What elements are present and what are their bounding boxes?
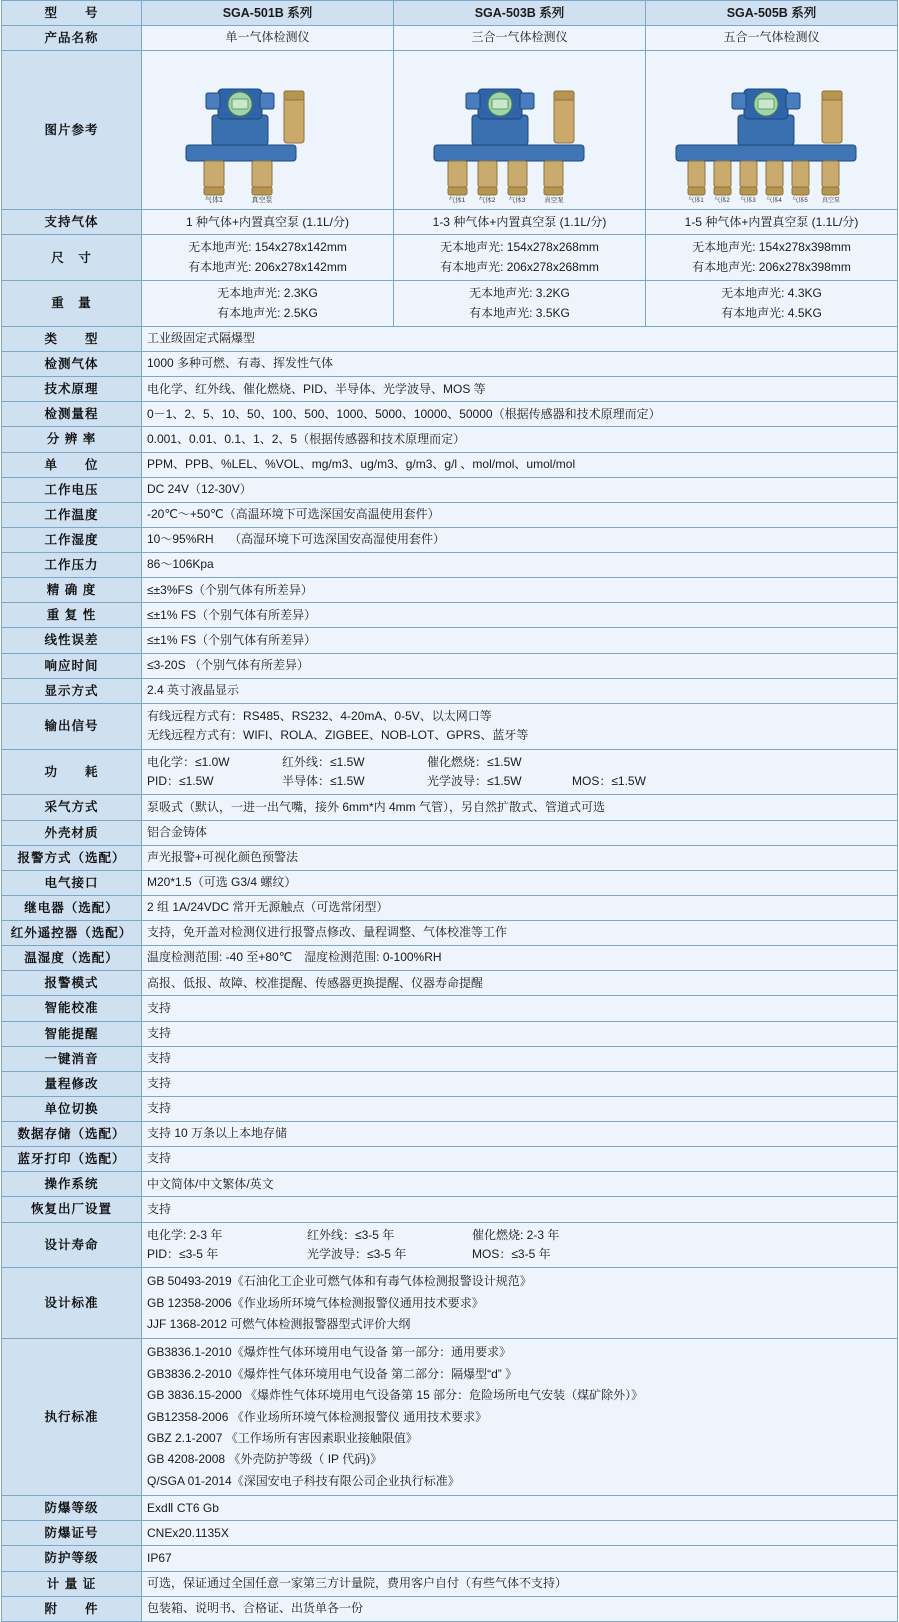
table-row-detect-range	[2, 402, 898, 427]
weight-1-line1: 无本地声光: 2.3KG	[217, 286, 318, 301]
row-label-temp-humi-opt: 温湿度（选配）	[2, 946, 142, 971]
row-label-tech-principle: 技术原理	[2, 377, 142, 402]
power-mos: MOS：≤1.5W	[572, 773, 646, 788]
row-value-detect-range: 0－1、2、5、10、50、100、500、1000、5000、10000、50000（根据传感器和技术原理而定）	[142, 402, 898, 427]
row-label-shell-material: 外壳材质	[2, 820, 142, 845]
specification-table	[1, 0, 898, 1622]
row-label-response-time: 响应时间	[2, 653, 142, 678]
row-value-accessories: 包装箱、说明书、合格证、出货单各一份	[142, 1596, 898, 1621]
model-header-1: SGA-501B 系列	[142, 1, 394, 26]
model-header-2: SGA-503B 系列	[394, 1, 646, 26]
weight-2-line2: 有本地声光: 3.5KG	[469, 305, 570, 320]
size-1	[142, 235, 394, 281]
table-row-metering-cert	[2, 1571, 898, 1596]
power-semiconductor: 半导体：≤1.5W	[282, 773, 365, 788]
size-2-line1: 无本地声光: 154x278x268mm	[440, 240, 599, 255]
svg-text:气体5: 气体5	[792, 198, 808, 205]
svg-text:气体2: 气体2	[478, 197, 496, 205]
table-row-support-gas	[2, 210, 898, 235]
row-label-work-temp: 工作温度	[2, 502, 142, 527]
row-value-accuracy: ≤±3%FS（个别气体有所差异）	[142, 578, 898, 603]
row-label-work-voltage: 工作电压	[2, 477, 142, 502]
row-value-unit-switch: 支持	[142, 1096, 898, 1121]
row-value-response-time: ≤3-20S （个别气体有所差异）	[142, 653, 898, 678]
product-name-1: 单一气体检测仪	[142, 26, 394, 51]
row-label-display: 显示方式	[2, 678, 142, 703]
exec-standard-item: GB3836.2-2010《爆炸性气体环境用电气设备 第二部分：隔爆型“d” 》	[147, 1366, 518, 1381]
power-infrared: 红外线：≤1.5W	[282, 754, 365, 769]
row-value-shell-material: 铝合金铸体	[142, 820, 898, 845]
table-row-power-consumption	[2, 749, 898, 795]
svg-text:真空泵: 真空泵	[821, 198, 841, 205]
row-label-type: 类 型	[2, 326, 142, 351]
row-label-resolution: 分 辨 率	[2, 427, 142, 452]
row-label-ex-cert-no: 防爆证号	[2, 1521, 142, 1546]
row-value-unit: PPM、PPB、%LEL、%VOL、mg/m3、ug/m3、g/m3、g/l 、mol/mol、umol/mol	[142, 452, 898, 477]
device-image-2	[394, 51, 646, 210]
row-label-design-life: 设计寿命	[2, 1222, 142, 1268]
design-life-line-1	[147, 1226, 892, 1245]
row-value-work-voltage: DC 24V（12-30V）	[142, 477, 898, 502]
exec-standard-item: GB3836.1-2010《爆炸性气体环境用电气设备 第一部分：通用要求》	[147, 1345, 512, 1360]
row-label-ir-remote-opt: 红外遥控器（选配）	[2, 921, 142, 946]
table-row-one-key-mute	[2, 1046, 898, 1071]
row-label-accuracy: 精 确 度	[2, 578, 142, 603]
size-3	[646, 235, 898, 281]
life-electrochemical: 电化学: 2-3 年	[147, 1227, 223, 1242]
table-row-operating-system	[2, 1172, 898, 1197]
table-row-repeatability	[2, 603, 898, 628]
row-value-resolution: 0.001、0.01、0.1、1、2、5（根据传感器和技术原理而定）	[142, 427, 898, 452]
table-row-exec-standard	[2, 1339, 898, 1496]
table-row-ex-cert-no	[2, 1521, 898, 1546]
table-row-unit-switch	[2, 1096, 898, 1121]
life-pid: PID：≤3-5 年	[147, 1246, 219, 1261]
exec-standard-item: Q/SGA 01-2014《深国安电子科技有限公司企业执行标准》	[147, 1473, 460, 1488]
design-standard-item: JJF 1368-2012 可燃气体检测报警器型式评价大纲	[147, 1317, 411, 1332]
row-value-work-humidity: 10～95%RH （高湿环境下可选深国安高湿使用套件）	[142, 527, 898, 552]
svg-text:气体3: 气体3	[508, 197, 526, 205]
svg-text:气体1: 气体1	[205, 197, 223, 205]
power-electrochemical: 电化学：≤1.0W	[147, 754, 230, 769]
row-label-output-signal: 输出信号	[2, 703, 142, 749]
svg-text:真空泵: 真空泵	[544, 197, 564, 205]
table-row-sampling	[2, 795, 898, 820]
table-row-response-time	[2, 653, 898, 678]
row-label-model: 型 号	[2, 1, 142, 26]
row-value-tech-principle: 电化学、红外线、催化燃烧、PID、半导体、光学波导、MOS 等	[142, 377, 898, 402]
row-label-support-gas: 支持气体	[2, 210, 142, 235]
row-label-ip-rating: 防护等级	[2, 1546, 142, 1571]
row-value-ex-rating: ExdⅡ CT6 Gb	[142, 1496, 898, 1521]
row-value-sampling: 泵吸式（默认，一进一出气嘴，接外 6mm*内 4mm 气管），另自然扩散式、管道式可选	[142, 795, 898, 820]
design-standard-item: GB 12358-2006《作业场所环境气体检测报警仪通用技术要求》	[147, 1295, 484, 1310]
row-label-alarm-mode: 报警模式	[2, 971, 142, 996]
row-value-electrical-interface: M20*1.5（可选 G3/4 螺纹）	[142, 870, 898, 895]
row-label-work-pressure: 工作压力	[2, 553, 142, 578]
device-image-3	[646, 51, 898, 210]
row-value-operating-system: 中文简体/中文繁体/英文	[142, 1172, 898, 1197]
gas-detector-illustration-1	[142, 55, 372, 205]
row-label-product-name: 产品名称	[2, 26, 142, 51]
table-row-smart-remind	[2, 1021, 898, 1046]
life-optical-waveguide: 光学波导：≤3-5 年	[307, 1246, 407, 1261]
row-label-weight: 重 量	[2, 281, 142, 327]
row-value-smart-calibration: 支持	[142, 996, 898, 1021]
row-label-power-consumption: 功 耗	[2, 749, 142, 795]
weight-2	[394, 281, 646, 327]
row-label-bluetooth-print-opt: 蓝牙打印（选配）	[2, 1147, 142, 1172]
table-row-model	[2, 1, 898, 26]
power-pid: PID：≤1.5W	[147, 773, 214, 788]
table-row-work-pressure	[2, 553, 898, 578]
table-row-alarm-mode-opt	[2, 845, 898, 870]
model-header-3: SGA-505B 系列	[646, 1, 898, 26]
exec-standard-item: GB 4208-2008 《外壳防护等级（ IP 代码)》	[147, 1452, 383, 1467]
exec-standard-item: GB12358-2006 《作业场所环境气体检测报警仪 通用技术要求》	[147, 1409, 488, 1424]
row-label-smart-remind: 智能提醒	[2, 1021, 142, 1046]
life-infrared: 红外线：≤3-5 年	[307, 1227, 395, 1242]
svg-text:气体1: 气体1	[448, 197, 466, 205]
row-value-work-temp: -20℃～+50℃（高温环境下可选深国安高温使用套件）	[142, 502, 898, 527]
row-label-metering-cert: 计 量 证	[2, 1571, 142, 1596]
svg-text:真空泵: 真空泵	[251, 197, 273, 205]
table-row-alarm-mode	[2, 971, 898, 996]
svg-text:气体3: 气体3	[740, 198, 756, 205]
power-optical-waveguide: 光学波导：≤1.5W	[427, 773, 522, 788]
table-row-work-temp	[2, 502, 898, 527]
row-value-range-modify: 支持	[142, 1071, 898, 1096]
row-value-factory-reset: 支持	[142, 1197, 898, 1222]
gas-detector-illustration-2	[394, 55, 634, 205]
row-value-metering-cert: 可选，保证通过全国任意一家第三方计量院，费用客户自付（有些气体不支持）	[142, 1571, 898, 1596]
svg-text:气体4: 气体4	[766, 198, 782, 205]
exec-standard-item: GBZ 2.1-2007 《工作场所有害因素职业接触限值》	[147, 1431, 418, 1446]
row-value-linear-error: ≤±1% FS（个别气体有所差异）	[142, 628, 898, 653]
table-row-range-modify	[2, 1071, 898, 1096]
table-row-smart-calibration	[2, 996, 898, 1021]
row-label-alarm-mode-opt: 报警方式（选配）	[2, 845, 142, 870]
table-row-electrical-interface	[2, 870, 898, 895]
row-label-exec-standard: 执行标准	[2, 1339, 142, 1496]
row-value-relay-opt: 2 组 1A/24VDC 常开无源触点（可选常闭型）	[142, 895, 898, 920]
row-value-design-standard	[142, 1268, 898, 1339]
row-value-ir-remote-opt: 支持，免开盖对检测仪进行报警点修改、量程调整、气体校准等工作	[142, 921, 898, 946]
table-row-factory-reset	[2, 1197, 898, 1222]
table-row-accuracy	[2, 578, 898, 603]
svg-text:气体1: 气体1	[688, 198, 704, 205]
weight-3	[646, 281, 898, 327]
table-row-type	[2, 326, 898, 351]
support-gas-1: 1 种气体+内置真空泵 (1.1L/分)	[142, 210, 394, 235]
row-label-design-standard: 设计标准	[2, 1268, 142, 1339]
size-2-line2: 有本地声光: 206x278x268mm	[440, 259, 599, 274]
row-label-range-modify: 量程修改	[2, 1071, 142, 1096]
row-label-data-storage-opt: 数据存储（选配）	[2, 1122, 142, 1147]
power-catalytic: 催化燃烧：≤1.5W	[427, 754, 522, 769]
row-value-bluetooth-print-opt: 支持	[142, 1147, 898, 1172]
row-label-unit: 单 位	[2, 452, 142, 477]
weight-2-line1: 无本地声光: 3.2KG	[469, 286, 570, 301]
row-label-sampling: 采气方式	[2, 795, 142, 820]
row-value-ex-cert-no: CNEx20.1135X	[142, 1521, 898, 1546]
row-value-data-storage-opt: 支持 10 万条以上本地存储	[142, 1122, 898, 1147]
row-label-linear-error: 线性误差	[2, 628, 142, 653]
row-label-unit-switch: 单位切换	[2, 1096, 142, 1121]
design-standard-item: GB 50493-2019《石油化工企业可燃气体和有毒气体检测报警设计规范》	[147, 1274, 532, 1289]
power-line-1	[147, 753, 892, 772]
row-label-detect-range: 检测量程	[2, 402, 142, 427]
row-value-alarm-mode-opt: 声光报警+可视化颜色预警法	[142, 845, 898, 870]
table-row-tech-principle	[2, 377, 898, 402]
size-3-line1: 无本地声光: 154x278x398mm	[692, 240, 851, 255]
row-value-output-signal	[142, 703, 898, 749]
table-row-output-signal	[2, 703, 898, 749]
table-row-unit	[2, 452, 898, 477]
row-label-ex-rating: 防爆等级	[2, 1496, 142, 1521]
row-value-smart-remind: 支持	[142, 1021, 898, 1046]
table-row-size	[2, 235, 898, 281]
table-row-bluetooth-print-opt	[2, 1147, 898, 1172]
row-label-electrical-interface: 电气接口	[2, 870, 142, 895]
size-1-line1: 无本地声光: 154x278x142mm	[188, 240, 347, 255]
design-life-line-2	[147, 1245, 892, 1264]
weight-3-line1: 无本地声光: 4.3KG	[721, 286, 822, 301]
table-row-image-reference	[2, 51, 898, 210]
table-row-temp-humi-opt	[2, 946, 898, 971]
row-label-smart-calibration: 智能校准	[2, 996, 142, 1021]
support-gas-2: 1-3 种气体+内置真空泵 (1.1L/分)	[394, 210, 646, 235]
row-label-repeatability: 重 复 性	[2, 603, 142, 628]
table-row-design-life	[2, 1222, 898, 1268]
row-label-accessories: 附 件	[2, 1596, 142, 1621]
product-name-3: 五合一气体检测仪	[646, 26, 898, 51]
device-image-1	[142, 51, 394, 210]
row-value-design-life	[142, 1222, 898, 1268]
table-row-accessories	[2, 1596, 898, 1621]
table-row-relay-opt	[2, 895, 898, 920]
row-label-operating-system: 操作系统	[2, 1172, 142, 1197]
table-row-shell-material	[2, 820, 898, 845]
row-value-repeatability: ≤±1% FS（个别气体有所差异）	[142, 603, 898, 628]
row-value-one-key-mute: 支持	[142, 1046, 898, 1071]
gas-detector-illustration-3	[646, 55, 894, 205]
weight-1-line2: 有本地声光: 2.5KG	[217, 305, 318, 320]
table-row-design-standard	[2, 1268, 898, 1339]
table-row-ex-rating	[2, 1496, 898, 1521]
exec-standard-item: GB 3836.15-2000 《爆炸性气体环境用电气设备第 15 部分：危险场所电气安装（煤矿除外）》	[147, 1388, 644, 1403]
support-gas-3: 1-5 种气体+内置真空泵 (1.1L/分)	[646, 210, 898, 235]
row-value-display: 2.4 英寸液晶显示	[142, 678, 898, 703]
row-value-temp-humi-opt: 温度检测范围: -40 至+80℃ 湿度检测范围: 0-100%RH	[142, 946, 898, 971]
table-row-resolution	[2, 427, 898, 452]
table-row-ip-rating	[2, 1546, 898, 1571]
power-line-2	[147, 772, 892, 791]
table-row-data-storage-opt	[2, 1122, 898, 1147]
table-row-linear-error	[2, 628, 898, 653]
table-row-detect-gas	[2, 352, 898, 377]
row-label-relay-opt: 继电器（选配）	[2, 895, 142, 920]
row-label-image-reference: 图片参考	[2, 51, 142, 210]
size-1-line2: 有本地声光: 206x278x142mm	[188, 259, 347, 274]
weight-1	[142, 281, 394, 327]
row-label-work-humidity: 工作湿度	[2, 527, 142, 552]
row-value-exec-standard	[142, 1339, 898, 1496]
row-value-power-consumption	[142, 749, 898, 795]
table-row-ir-remote-opt	[2, 921, 898, 946]
svg-text:气体2: 气体2	[714, 198, 730, 205]
row-label-size: 尺 寸	[2, 235, 142, 281]
table-row-weight	[2, 281, 898, 327]
table-row-display	[2, 678, 898, 703]
output-signal-wireless: 无线远程方式有：WIFI、ROLA、ZIGBEE、NOB-LOT、GPRS、蓝牙等	[147, 728, 529, 743]
life-catalytic: 催化燃烧: 2-3 年	[472, 1227, 560, 1242]
size-2	[394, 235, 646, 281]
weight-3-line2: 有本地声光: 4.5KG	[721, 305, 822, 320]
row-label-factory-reset: 恢复出厂设置	[2, 1197, 142, 1222]
table-row-work-voltage	[2, 477, 898, 502]
row-value-detect-gas: 1000 多种可燃、有毒、挥发性气体	[142, 352, 898, 377]
product-name-2: 三合一气体检测仪	[394, 26, 646, 51]
row-value-alarm-mode: 高报、低报、故障、校准提醒、传感器更换提醒、仪器寿命提醒	[142, 971, 898, 996]
row-label-detect-gas: 检测气体	[2, 352, 142, 377]
row-value-type: 工业级固定式隔爆型	[142, 326, 898, 351]
row-value-work-pressure: 86～106Kpa	[142, 553, 898, 578]
row-value-ip-rating: IP67	[142, 1546, 898, 1571]
output-signal-wired: 有线远程方式有：RS485、RS232、4-20mA、0-5V、以太网口等	[147, 708, 492, 723]
size-3-line2: 有本地声光: 206x278x398mm	[692, 259, 851, 274]
table-row-product-name	[2, 26, 898, 51]
life-mos: MOS：≤3-5 年	[472, 1246, 551, 1261]
row-label-one-key-mute: 一键消音	[2, 1046, 142, 1071]
table-row-work-humidity	[2, 527, 898, 552]
